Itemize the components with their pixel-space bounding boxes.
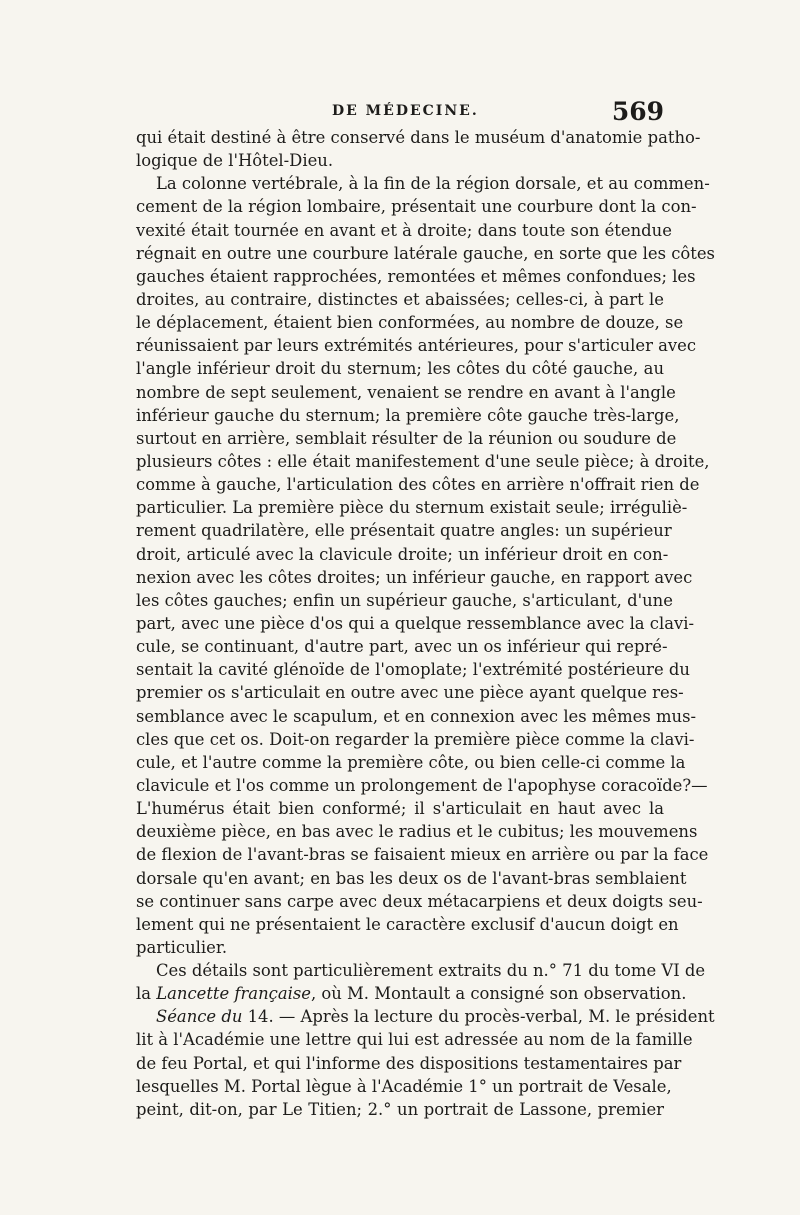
text-line: rement quadrilatère, elle présentait quatre angles: un supérieur	[136, 521, 672, 541]
text-line: les côtes gauches; enfin un supérieur gauche, s'articulant, d'une	[136, 590, 673, 610]
text-line: cule, et l'autre comme la première côte, ou bien celle-ci comme la	[136, 752, 686, 772]
text-line: droit, articulé avec la clavicule droite; un inférieur droit en con-	[136, 544, 669, 564]
text-line: particulier.	[136, 937, 228, 957]
text-line: régnait en outre une courbure latérale gauche, en sorte que les côtes	[136, 243, 715, 263]
text-line: de flexion de l'avant-bras se faisaient mieux en arrière ou par la face	[136, 845, 709, 865]
text-line: lit à l'Académie une lettre qui lui est adressée au nom de la famille	[136, 1030, 693, 1050]
text-line: réunissaient par leurs extrémités antérieures, pour s'articuler avec	[136, 336, 697, 356]
text-line: de feu Portal, et qui l'informe des dispositions testamentaires par	[136, 1053, 682, 1073]
text-line: droites, au contraire, distinctes et abaissées; celles-ci, à part le	[136, 289, 664, 309]
text-line: nexion avec les côtes droites; un inférieur gauche, en rapport avec	[136, 567, 693, 587]
text-line: comme à gauche, l'articulation des côtes en arrière n'offrait rien de	[136, 475, 700, 495]
text-line: particulier. La première pièce du sternum existait seule; irréguliè-	[136, 498, 688, 518]
page-number: 569	[611, 97, 664, 126]
text-line: le déplacement, étaient bien conformées, au nombre de douze, se	[136, 313, 684, 333]
text-line: La colonne vertébrale, à la fin de la région dorsale, et au commen-	[156, 174, 710, 194]
text-line: lement qui ne présentaient le caractère exclusif d'aucun doigt en	[136, 914, 679, 934]
text-line: semblance avec le scapulum, et en connexion avec les mêmes mus-	[136, 706, 697, 726]
text-line: plusieurs côtes : elle était manifestement d'une seule pièce; à droite,	[136, 451, 710, 471]
running-title: DE MÉDECINE.	[332, 103, 479, 119]
text-line: inférieur gauche du sternum; la première côte gauche très-large,	[136, 405, 680, 425]
text-line: se continuer sans carpe avec deux métacarpiens et deux doigts seu-	[136, 891, 703, 911]
body-text	[136, 126, 715, 1121]
text-line: l'angle inférieur droit du sternum; les côtes du côté gauche, au	[136, 359, 664, 379]
main-paragraphs	[136, 126, 715, 982]
text-line: vexité était tournée en avant et à droite; dans toute son étendue	[136, 220, 672, 240]
text-line: part, avec une pièce d'os qui a quelque ressemblance avec la clavi-	[136, 613, 695, 633]
text-line: sentait la cavité glénoïde de l'omoplate; l'extrémité postérieure du	[136, 660, 690, 680]
text-line: nombre de sept seulement, venaient se rendre en avant à l'angle	[136, 382, 676, 402]
text-line: Ces détails sont particulièrement extraits du n.° 71 du tome VI de	[156, 961, 706, 981]
text-line: premier os s'articulait en outre avec une pièce ayant quelque res-	[136, 683, 684, 703]
text-line: la Lancette française, où M. Montault a consigné son observation.	[136, 984, 687, 1004]
text-line: dorsale qu'en avant; en bas les deux os de l'avant-bras semblaient	[136, 868, 687, 888]
closing-paragraph	[136, 1028, 693, 1121]
text-line: cement de la région lombaire, présentait une courbure dont la con-	[136, 197, 697, 217]
text-line: surtout en arrière, semblait résulter de la réunion ou soudure de	[136, 428, 677, 448]
text-line: deuxième pièce, en bas avec le radius et le cubitus; les mouvemens	[136, 822, 698, 842]
journal-title: Lancette française	[156, 984, 311, 1004]
text-line: clavicule et l'os comme un prolongement de l'apophyse coracoïde?—	[136, 775, 708, 795]
running-head	[132, 97, 664, 127]
session-heading: Séance du	[156, 1007, 243, 1027]
text-line: Séance du 14. — Après la lecture du procès-verbal, M. le président	[156, 1007, 715, 1027]
text-line: gauches étaient rapprochées, remontées et mêmes confondues; les	[136, 266, 696, 286]
text-line: logique de l'Hôtel-Dieu.	[136, 151, 334, 171]
text-line: cles que cet os. Doit-on regarder la première pièce comme la clavi-	[136, 729, 695, 749]
text-line: qui était destiné à être conservé dans le muséum d'anatomie patho-	[136, 128, 701, 147]
text-line: L'humérus était bien conformé; il s'articulait en haut avec la	[136, 799, 664, 819]
text-line: cule, se continuant, d'autre part, avec un os inférieur qui repré-	[136, 637, 668, 657]
text-line: peint, dit-on, par Le Titien; 2.° un portrait de Lassone, premier	[136, 1099, 664, 1119]
text-line: lesquelles M. Portal lègue à l'Académie 1° un portrait de Vesale,	[136, 1076, 672, 1096]
